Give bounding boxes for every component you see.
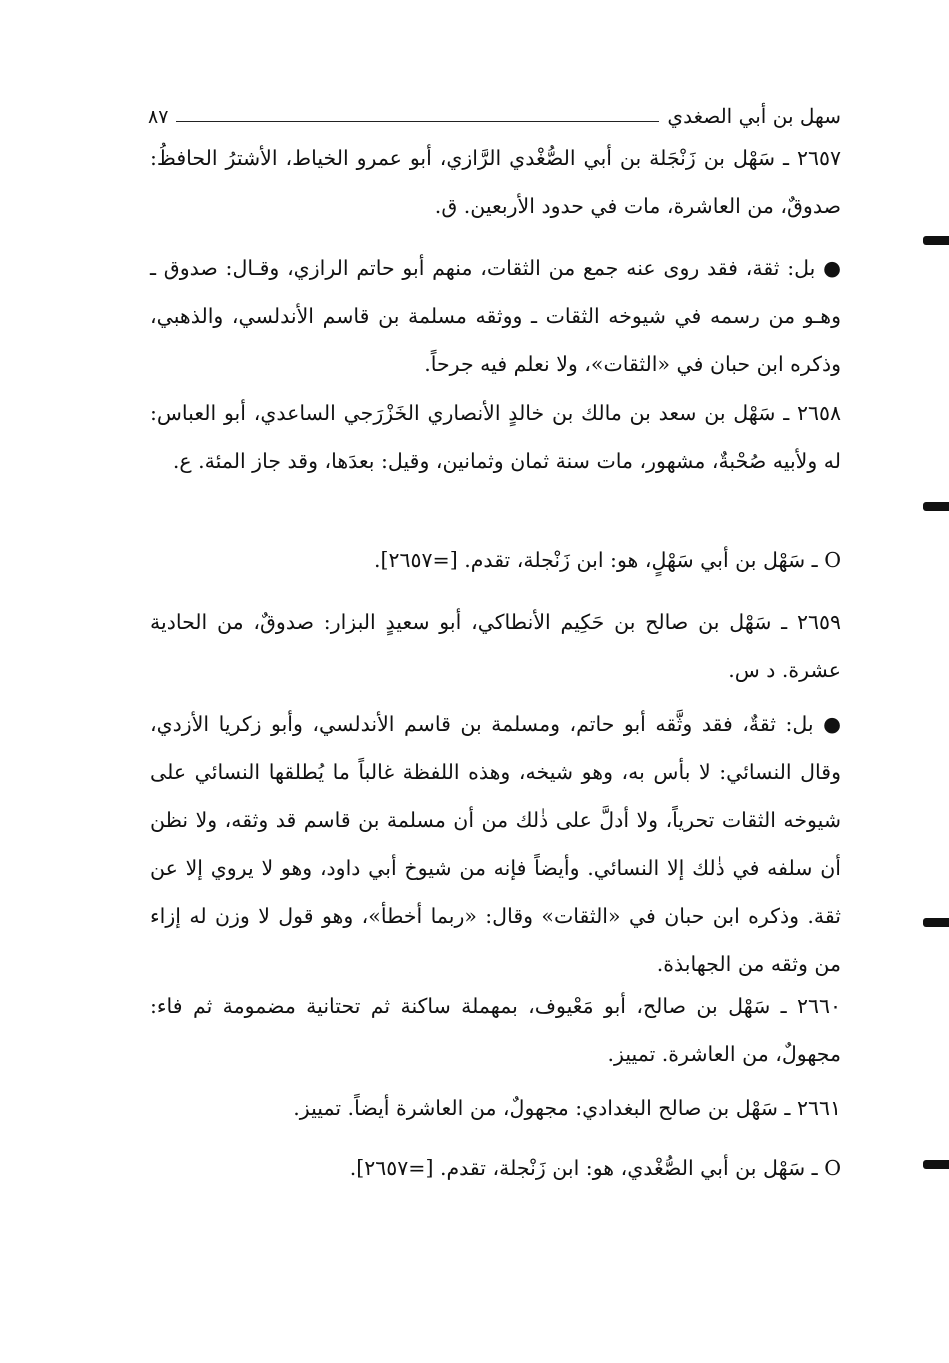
header-rule — [176, 121, 659, 122]
margin-thumb-mark — [923, 236, 949, 245]
entry-2657: ٢٦٥٧ ـ سَهْل بن زَنْجَلة بن أبي الصُّغْدي الرَّازي، أبو عمرو الخياط، الأشترُ الحافظُ: صدوقٌ، من العاشرة، مات في حدود الأربعين. ق. — [150, 146, 841, 218]
page-header — [148, 92, 841, 128]
comment-2659: ● بل: ثقةٌ، فقد وثَّقه أبو حاتم، ومسلمة بن قاسم الأندلسي، وأبو زكريا الأزدي، وقال النسائي: لا بأس به، وهو شيخه، وهذه اللفظة غالباً ما يُطلقها النسائي على شيوخه الثقات تحرياً، ولا أدلَّ على ذٰلك من أن مسلمة بن قاسم قد وثقه، ولا نظن أن سلفه في ذٰلك إلا النسائي. وأيضاً فإنه من شيوخ أبي داود، وهو لا يروي إلا عن ثقة. وذكره ابن حبان في «الثقات» وقال: «ربما أخطأ»، وهو قول لا وزن له إزاء من وثقه من الجهابذة. — [150, 712, 841, 976]
comment-2657: ● بل: ثقة، فقد روى عنه جمع من الثقات، منهم أبو حاتم الرازي، وقـال: صدوق ـ وهـو من رسمه في شيوخه الثقات ـ ووثقه مسلمة بن قاسم الأندلسي، والذهبي، وذكره ابن حبان في «الثقات»، ولا نعلم فيه جرحاً. — [150, 256, 841, 376]
entry-2659: ٢٦٥٩ ـ سَهْل بن صالح بن حَكِيم الأنطاكي، أبو سعيدٍ البزار: صدوقٌ، من الحادية عشرة. د س. — [150, 610, 841, 682]
entry-2658: ٢٦٥٨ ـ سَهْل بن سعد بن مالك بن خالدٍ الأنصاري الخَزْرَجي الساعدي، أبو العباس: له ولأبيه صُحْبةٌ، مشهور، مات سنة ثمان وثمانين، وقيل: بعدَها، وقد جاز المئة. ع. — [150, 401, 841, 473]
margin-thumb-mark — [923, 1160, 949, 1169]
running-title: سهل بن أبي الصغدي — [667, 104, 841, 128]
cross-ref-sahl-al-sughdi: O ـ سَهْل بن أبي الصُّغْدي، هو: ابن زَنْجلة، تقدم. [=٢٦٥٧]. — [349, 1156, 841, 1180]
entry-2661: ٢٦٦١ ـ سَهْل بن صالح البغدادي: مجهولٌ، من العاشرة أيضاً. تمييز. — [293, 1096, 841, 1120]
margin-thumb-mark — [923, 502, 949, 511]
cross-ref-sahl-ibn-abi-sahl: O ـ سَهْل بن أبي سَهْلٍ، هو: ابن زَنْجلة، تقدم. [=٢٦٥٧]. — [373, 548, 841, 572]
margin-thumb-mark — [923, 918, 949, 927]
entry-2660: ٢٦٦٠ ـ سَهْل بن صالح، أبو مَعْيوف، بمهملة ساكنة ثم تحتانية مضمومة ثم فاء: مجهولٌ، من العاشرة. تمييز. — [150, 994, 841, 1066]
page-number: ٨٧ — [148, 106, 169, 128]
